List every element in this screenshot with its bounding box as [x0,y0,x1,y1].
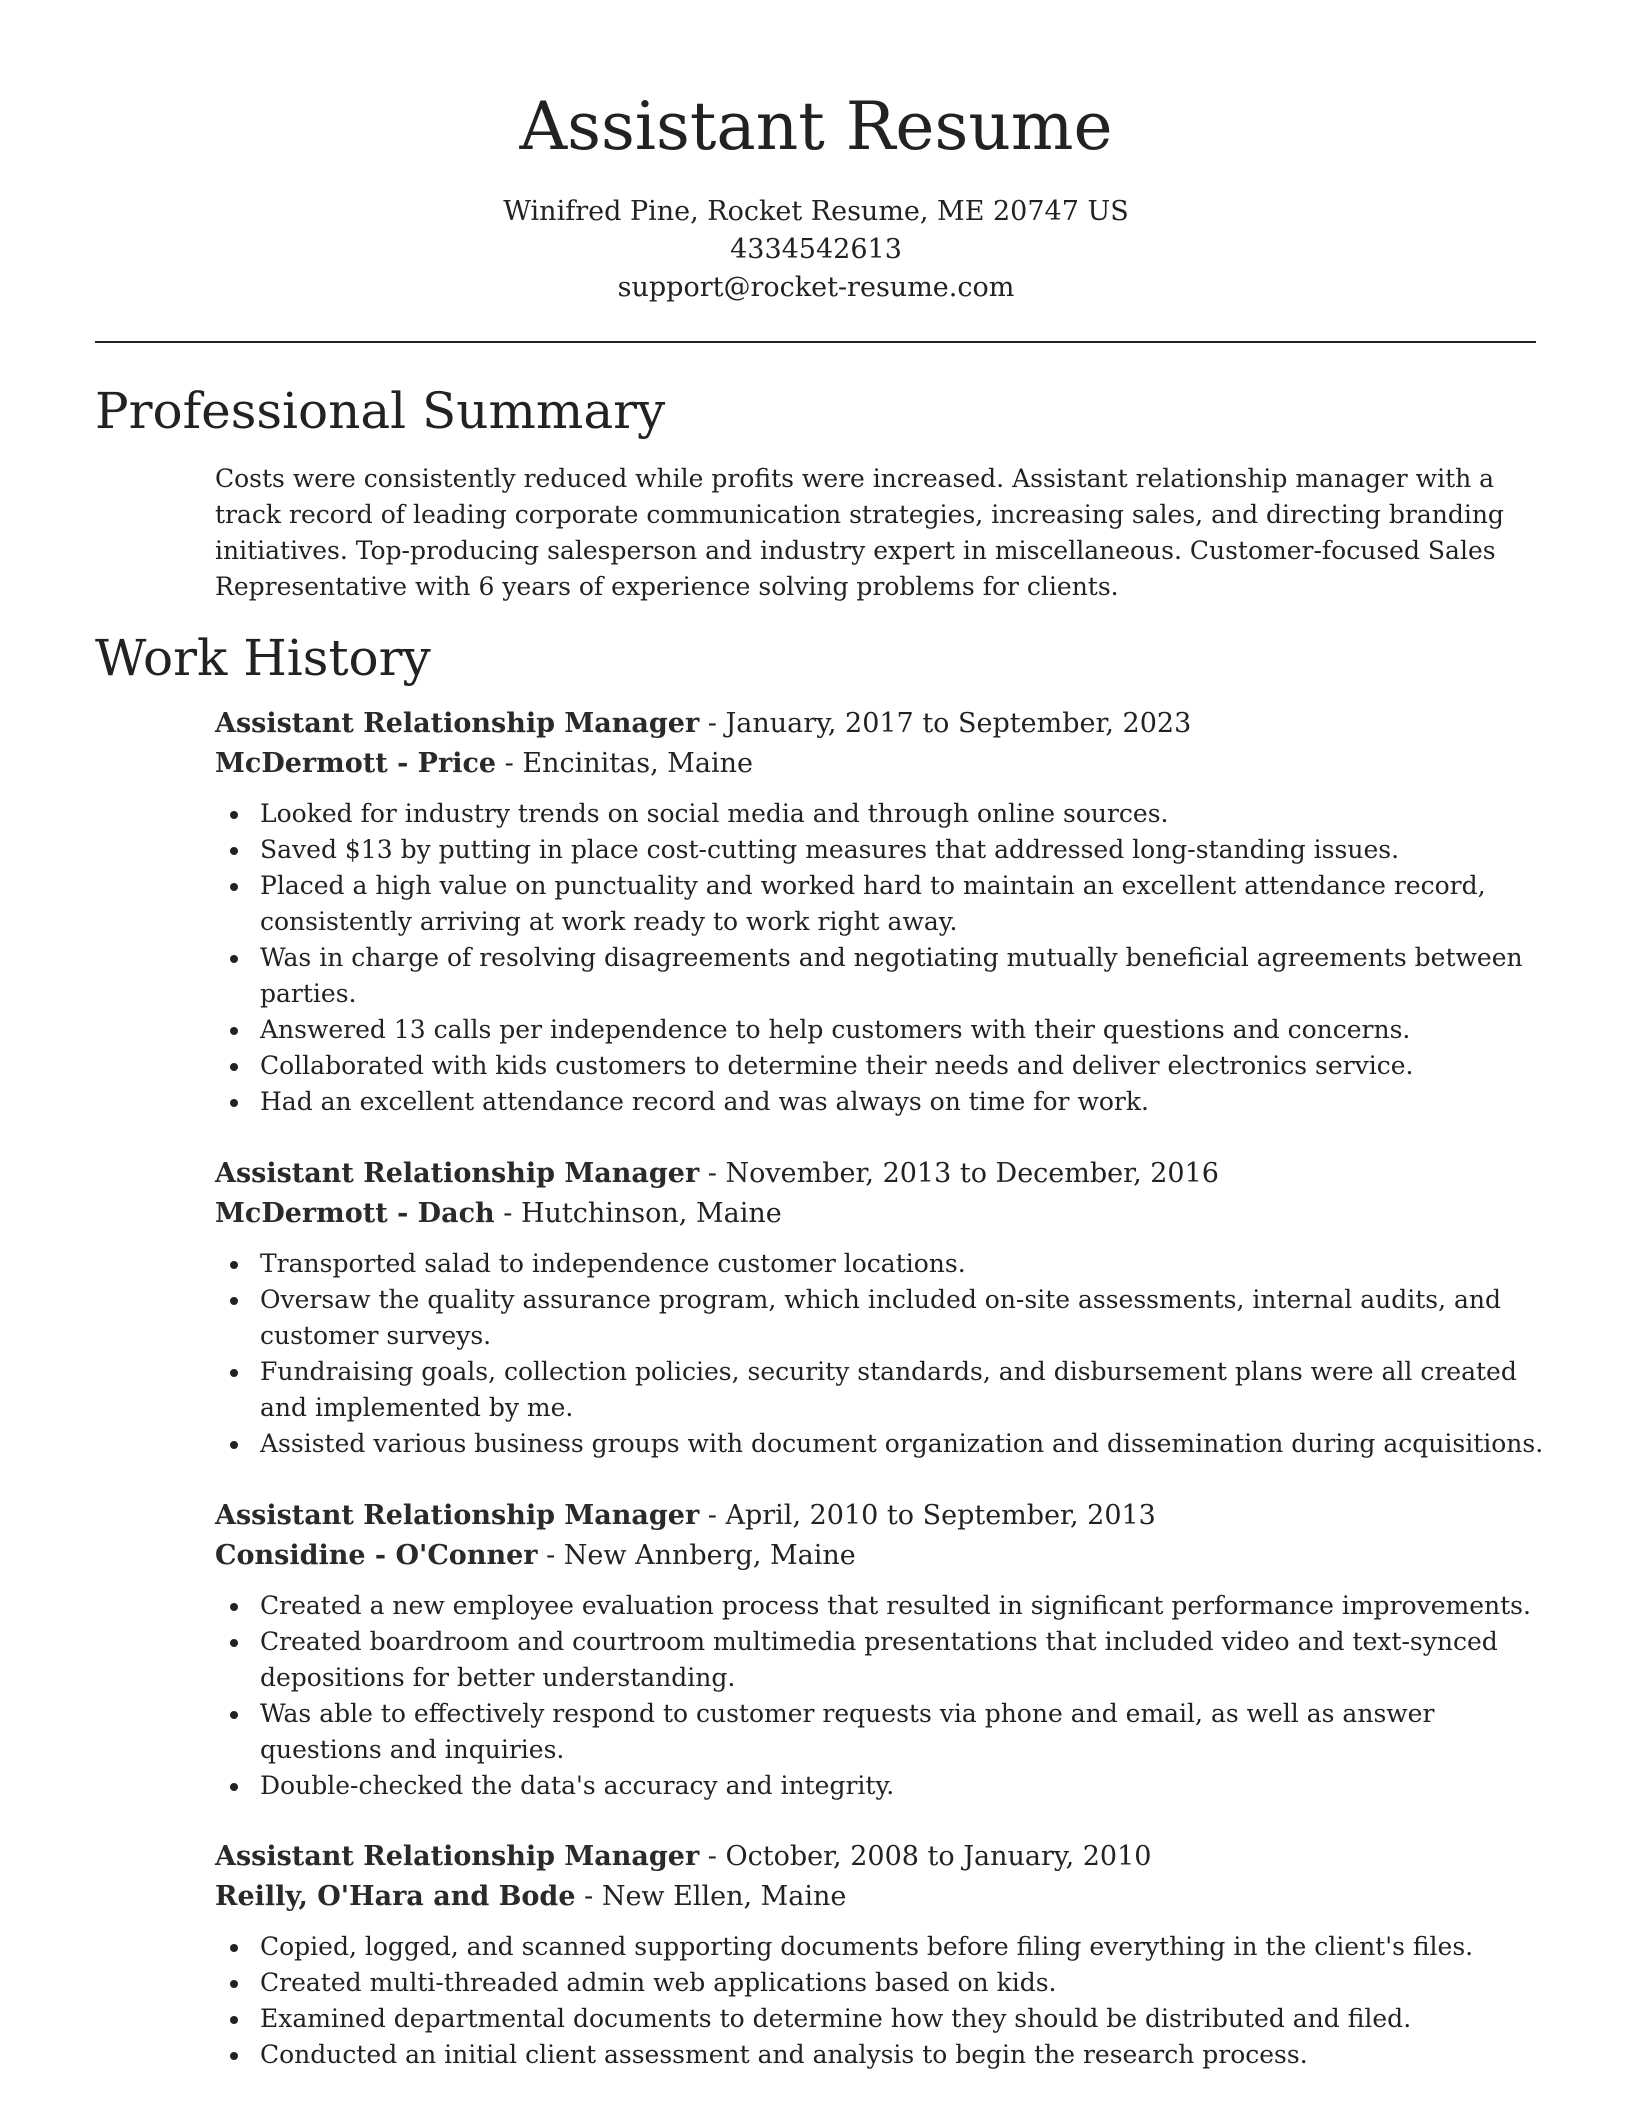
job-company-line: McDermott - Dach - Hutchinson, Maine [215,1198,782,1229]
job-title: Assistant Relationship Manager [215,708,700,739]
job-company: McDermott - Dach [215,1198,495,1229]
job-bullets [215,1588,1545,1804]
contact-block [0,193,1632,307]
bullet-item: Assisted various business groups with document organization and dissemination during acquisitions. [215,1426,1545,1462]
bullet-item: Conducted an initial client assessment and analysis to begin the research process. [215,2037,1545,2073]
job-bullets [215,1246,1545,1462]
bullet-item: Answered 13 calls per independence to help customers with their questions and concerns. [215,1012,1545,1048]
bullet-item: Copied, logged, and scanned supporting documents before filing everything in the client's files. [215,1929,1545,1965]
job-title-line: Assistant Relationship Manager - January, 2017 to September, 2023 [215,708,1192,739]
bullet-item: Created a new employee evaluation process that resulted in significant performance improvements. [215,1588,1545,1624]
bullet-item: Oversaw the quality assurance program, which included on-site assessments, internal audits, and customer surveys. [215,1282,1545,1354]
job-dates: November, 2013 to December, 2016 [725,1158,1219,1189]
job-dates: April, 2010 to September, 2013 [725,1500,1156,1531]
summary-heading: Professional Summary [95,382,666,440]
job-title: Assistant Relationship Manager [215,1500,700,1531]
resume-title: Assistant Resume [519,88,1113,165]
job-dates: January, 2017 to September, 2023 [725,708,1192,739]
job-company-line: McDermott - Price - Encinitas, Maine [215,748,753,779]
contact-address: Winifred Pine, Rocket Resume, ME 20747 US [503,196,1129,227]
bullet-item: Was in charge of resolving disagreements and negotiating mutually beneficial agreements between parties. [215,940,1545,1012]
work-history-heading: Work History [95,629,431,687]
job-company: Considine - O'Conner [215,1540,538,1571]
contact-phone: 4334542613 [730,234,902,265]
bullet-item: Collaborated with kids customers to determine their needs and deliver electronics service. [215,1048,1545,1084]
job-title: Assistant Relationship Manager [215,1841,700,1872]
bullet-item: Looked for industry trends on social media and through online sources. [215,796,1545,832]
job-entry [215,1837,1545,2073]
job-company-line: Reilly, O'Hara and Bode - New Ellen, Maine [215,1881,847,1912]
bullet-item: Placed a high value on punctuality and worked hard to maintain an excellent attendance record, consistently arriving at work ready to work right away. [215,868,1545,940]
bullet-item: Created multi-threaded admin web applications based on kids. [215,1965,1545,2001]
bullet-item: Had an excellent attendance record and was always on time for work. [215,1084,1545,1120]
bullet-item: Saved $13 by putting in place cost-cutting measures that addressed long-standing issues. [215,832,1545,868]
bullet-item: Double-checked the data's accuracy and integrity. [215,1768,1545,1804]
job-location: Encinitas, Maine [522,748,753,779]
job-title-line: Assistant Relationship Manager - October, 2008 to January, 2010 [215,1841,1152,1872]
job-dates: October, 2008 to January, 2010 [725,1841,1152,1872]
job-bullets [215,1929,1545,2073]
job-bullets [215,796,1545,1120]
header-divider [95,341,1536,343]
bullet-item: Created boardroom and courtroom multimedia presentations that included video and text-synced depositions for better understanding. [215,1624,1545,1696]
bullet-item: Transported salad to independence customer locations. [215,1246,1545,1282]
job-title-line: Assistant Relationship Manager - April, 2010 to September, 2013 [215,1500,1156,1531]
job-title-line: Assistant Relationship Manager - November, 2013 to December, 2016 [215,1158,1219,1189]
job-location: New Annberg, Maine [563,1540,856,1571]
job-entry [215,1496,1545,1804]
summary-text: Costs were consistently reduced while profits were increased. Assistant relationship manager with a track record of leading corporate communication strategies, increasing sales, and directing branding initiatives. Top-producing salesperson and industry expert in miscellaneous. Customer-focused Sales Representative with 6 years of experience solving problems for clients. [215,464,1504,601]
job-company: McDermott - Price [215,748,497,779]
job-location: Hutchinson, Maine [520,1198,782,1229]
job-entry [215,704,1545,1120]
job-title: Assistant Relationship Manager [215,1158,700,1189]
bullet-item: Fundraising goals, collection policies, security standards, and disbursement plans were all created and implemented by me. [215,1354,1545,1426]
job-company: Reilly, O'Hara and Bode [215,1881,576,1912]
job-company-line: Considine - O'Conner - New Annberg, Maine [215,1540,856,1571]
job-entry [215,1154,1545,1462]
contact-email: support@rocket-resume.com [617,272,1015,303]
bullet-item: Examined departmental documents to determine how they should be distributed and filed. [215,2001,1545,2037]
job-location: New Ellen, Maine [601,1881,847,1912]
bullet-item: Was able to effectively respond to customer requests via phone and email, as well as answer questions and inquiries. [215,1696,1545,1768]
